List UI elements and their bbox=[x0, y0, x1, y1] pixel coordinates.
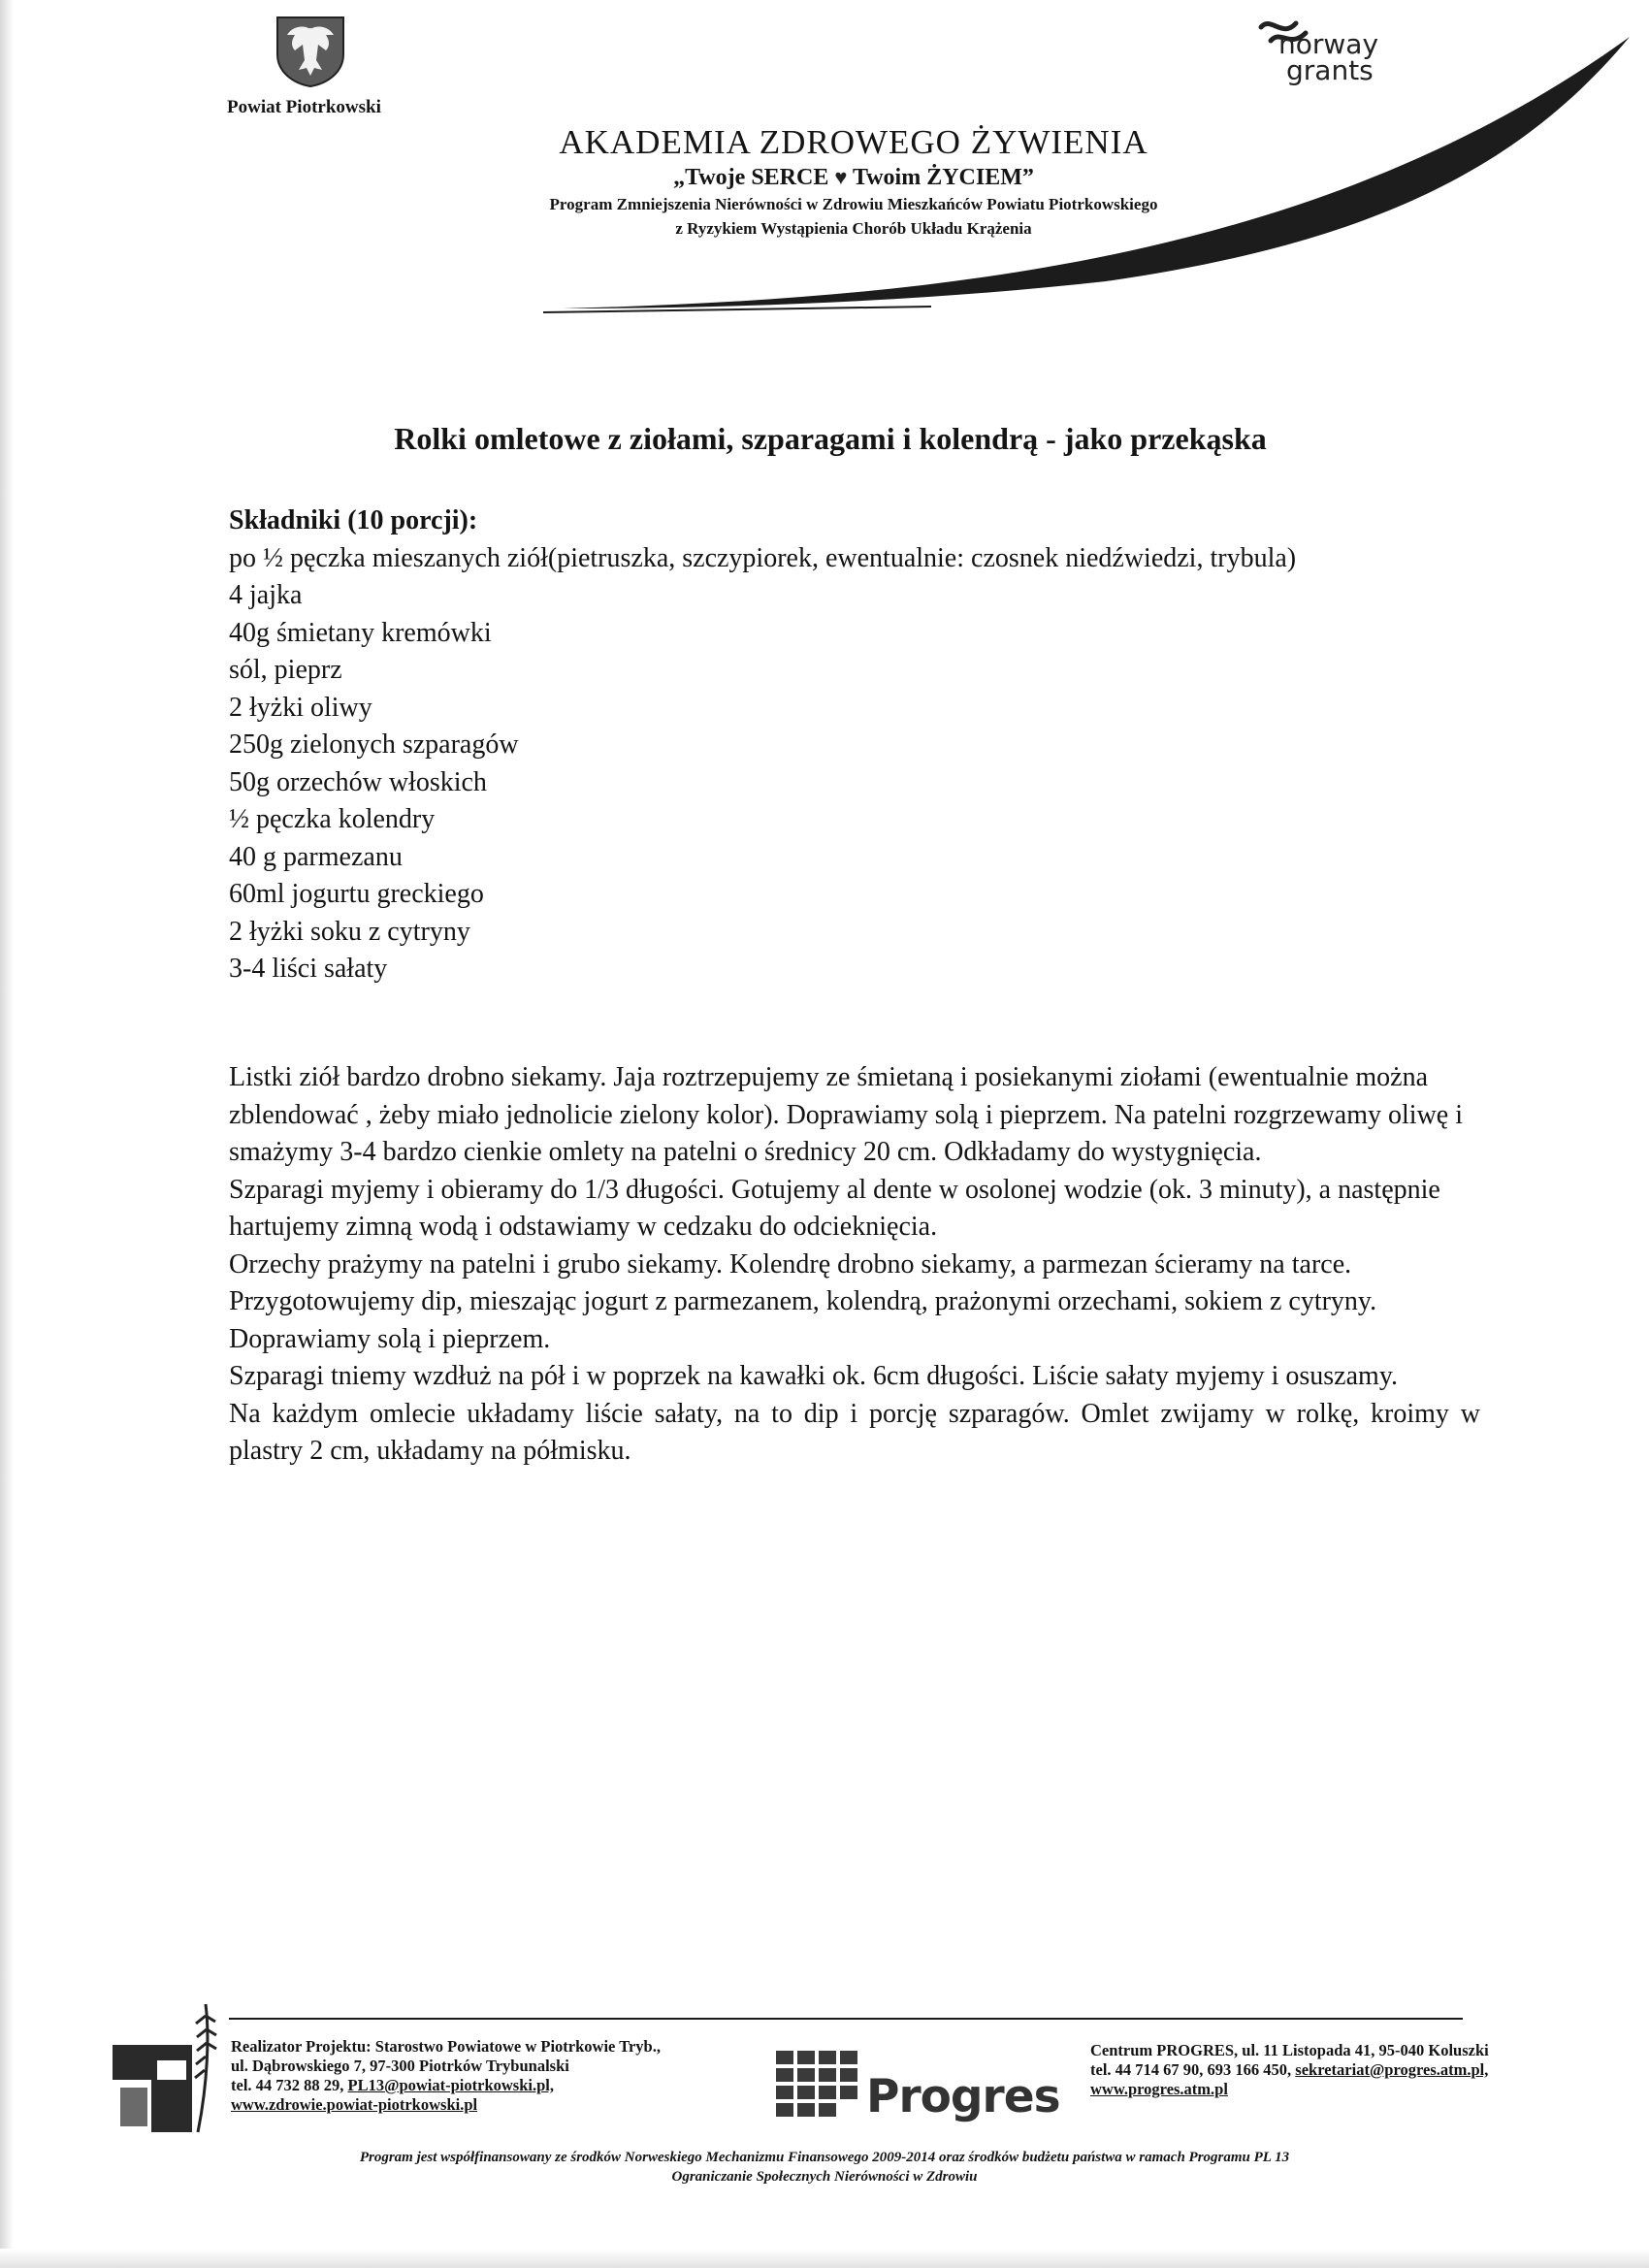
scan-edge-shadow-bottom bbox=[0, 2249, 1649, 2268]
ingredient-item: po ½ pęczka mieszanych ziół(pietruszka, szczypiorek, ewentualnie: czosnek niedźwiedzi, trybula) bbox=[229, 542, 1297, 573]
implementer-line2: ul. Dąbrowskiego 7, 97-300 Piotrków Trybunalski bbox=[231, 2057, 569, 2075]
ingredients-heading: Składniki (10 porcji): bbox=[229, 505, 478, 535]
progres-logo-text: Progres bbox=[866, 2070, 1060, 2123]
centre-line1: Centrum PROGRES, ul. 11 Listopada 41, 95-040 Koluszki bbox=[1090, 2041, 1489, 2059]
recipe-title: Rolki omletowe z ziołami, szparagami i kolendrą - jako przekąska bbox=[394, 421, 1267, 456]
slogan-part2: Twoim ŻYCIEM” bbox=[852, 165, 1034, 190]
ingredients-section bbox=[229, 502, 1480, 988]
instruction-paragraph: Na każdym omlecie układamy liście sałaty, na to dip i porcję szparagów. Omlet zwijamy w rolkę, kroimy w plastry 2 cm, układamy na półmisku. bbox=[229, 1398, 1480, 1466]
slogan-part1: „Twoje SERCE bbox=[673, 165, 829, 190]
ingredient-item: 2 łyżki soku z cytryny bbox=[229, 916, 470, 947]
centre-phone: tel. 44 714 67 90, 693 166 450, bbox=[1090, 2060, 1296, 2079]
implementer-phone: tel. 44 732 88 29, bbox=[231, 2076, 348, 2094]
county-label: Powiat Piotrkowski bbox=[227, 97, 381, 117]
eagle-crest-icon bbox=[272, 14, 349, 87]
progres-centre-info bbox=[1090, 2041, 1489, 2099]
implementer-line3 bbox=[231, 2076, 661, 2095]
program-slogan bbox=[369, 163, 1339, 192]
funding-statement bbox=[175, 2148, 1474, 2187]
centre-website-link[interactable]: www.progres.atm.pl bbox=[1090, 2080, 1228, 2098]
program-name-line2: z Ryzykiem Wystąpienia Chorób Układu Krążenia bbox=[675, 219, 1032, 238]
project-implementer-info bbox=[231, 2037, 661, 2115]
implementer-website-link[interactable]: www.zdrowie.powiat-piotrkowski.pl bbox=[231, 2095, 478, 2114]
centre-line2 bbox=[1090, 2060, 1489, 2080]
instructions-section bbox=[229, 1059, 1480, 1471]
instruction-paragraph: Szparagi tniemy wzdłuż na pół i w poprzek na kawałki ok. 6cm długości. Liście sałaty myjemy i osuszamy. bbox=[229, 1361, 1398, 1391]
instruction-paragraph: Orzechy prażymy na patelni i grubo siekamy. Kolendrę drobno siekamy, a parmezan ścieramy na tarce. Przygotowujemy dip, mieszając jogurt z parmezanem, kolendrą, prażonymi orzechami, sokiem z cytryny. Doprawiamy solą i pieprzem. bbox=[229, 1248, 1377, 1354]
norway-grants-line2: grants bbox=[1286, 54, 1374, 86]
instruction-paragraph: Szparagi myjemy i obieramy do 1/3 długości. Gotujemy al dente w osolonej wodzie (ok. 3 minuty), a następnie hartujemy zimną wodą i odstawiamy w cedzaku do odcieknięcia. bbox=[229, 1174, 1440, 1242]
scan-edge-shadow bbox=[0, 0, 14, 2268]
ingredient-item: 60ml jogurtu greckiego bbox=[229, 879, 484, 909]
wheat-emblem-icon bbox=[109, 1996, 229, 2136]
ingredient-item: 3-4 liści sałaty bbox=[229, 954, 388, 984]
implementer-line1: Realizator Projektu: Starostwo Powiatowe w Piotrkowie Tryb., bbox=[231, 2037, 661, 2056]
norway-grants-logo-text bbox=[1278, 28, 1379, 86]
centre-email-link[interactable]: sekretariat@progres.atm.pl, bbox=[1295, 2060, 1489, 2079]
ingredient-item: ½ pęczka kolendry bbox=[229, 804, 436, 834]
footer-divider bbox=[229, 2018, 1463, 2020]
ingredient-item: 40g śmietany kremówki bbox=[229, 617, 492, 648]
ingredient-item: sól, pieprz bbox=[229, 655, 342, 685]
heart-icon: ♥ bbox=[834, 165, 848, 189]
ingredient-item: 2 łyżki oliwy bbox=[229, 692, 372, 723]
implementer-email-link[interactable]: PL13@powiat-piotrkowski.pl, bbox=[347, 2076, 554, 2094]
program-name-line1: Program Zmniejszenia Nierówności w Zdrowiu Mieszkańców Powiatu Piotrkowskiego bbox=[549, 195, 1158, 213]
ingredient-item: 4 jajka bbox=[229, 580, 303, 610]
funding-line1: Program jest współfinansowany ze środków Norweskiego Mechanizmu Finansowego 2009-2014 oraz środków budżetu państwa w ramach Programu PL 13 bbox=[359, 2150, 1290, 2165]
ingredient-item: 40 g parmezanu bbox=[229, 841, 403, 872]
ingredient-item: 50g orzechów włoskich bbox=[229, 766, 487, 797]
instruction-paragraph: Listki ziół bardzo drobno siekamy. Jaja roztrzepujemy ze śmietaną i posiekanymi ziołami (ewentualnie można zblendować , żeby miało jednolicie zielony kolor). Doprawiamy solą i pieprzem. Na patelni rozgrzewamy oliwę i smażymy 3-4 bardzo cienkie omlety na patelni o średnicy 20 cm. Odkładamy do wystygnięcia. bbox=[229, 1062, 1463, 1167]
program-header bbox=[369, 122, 1339, 241]
norway-grants-line1: norway bbox=[1278, 28, 1379, 60]
academy-title: AKADEMIA ZDROWEGO ŻYWIENIA bbox=[559, 123, 1148, 161]
ingredient-item: 250g zielonych szparagów bbox=[229, 729, 519, 760]
funding-line2: Ograniczanie Społecznych Nierówności w Zdrowiu bbox=[671, 2169, 978, 2185]
